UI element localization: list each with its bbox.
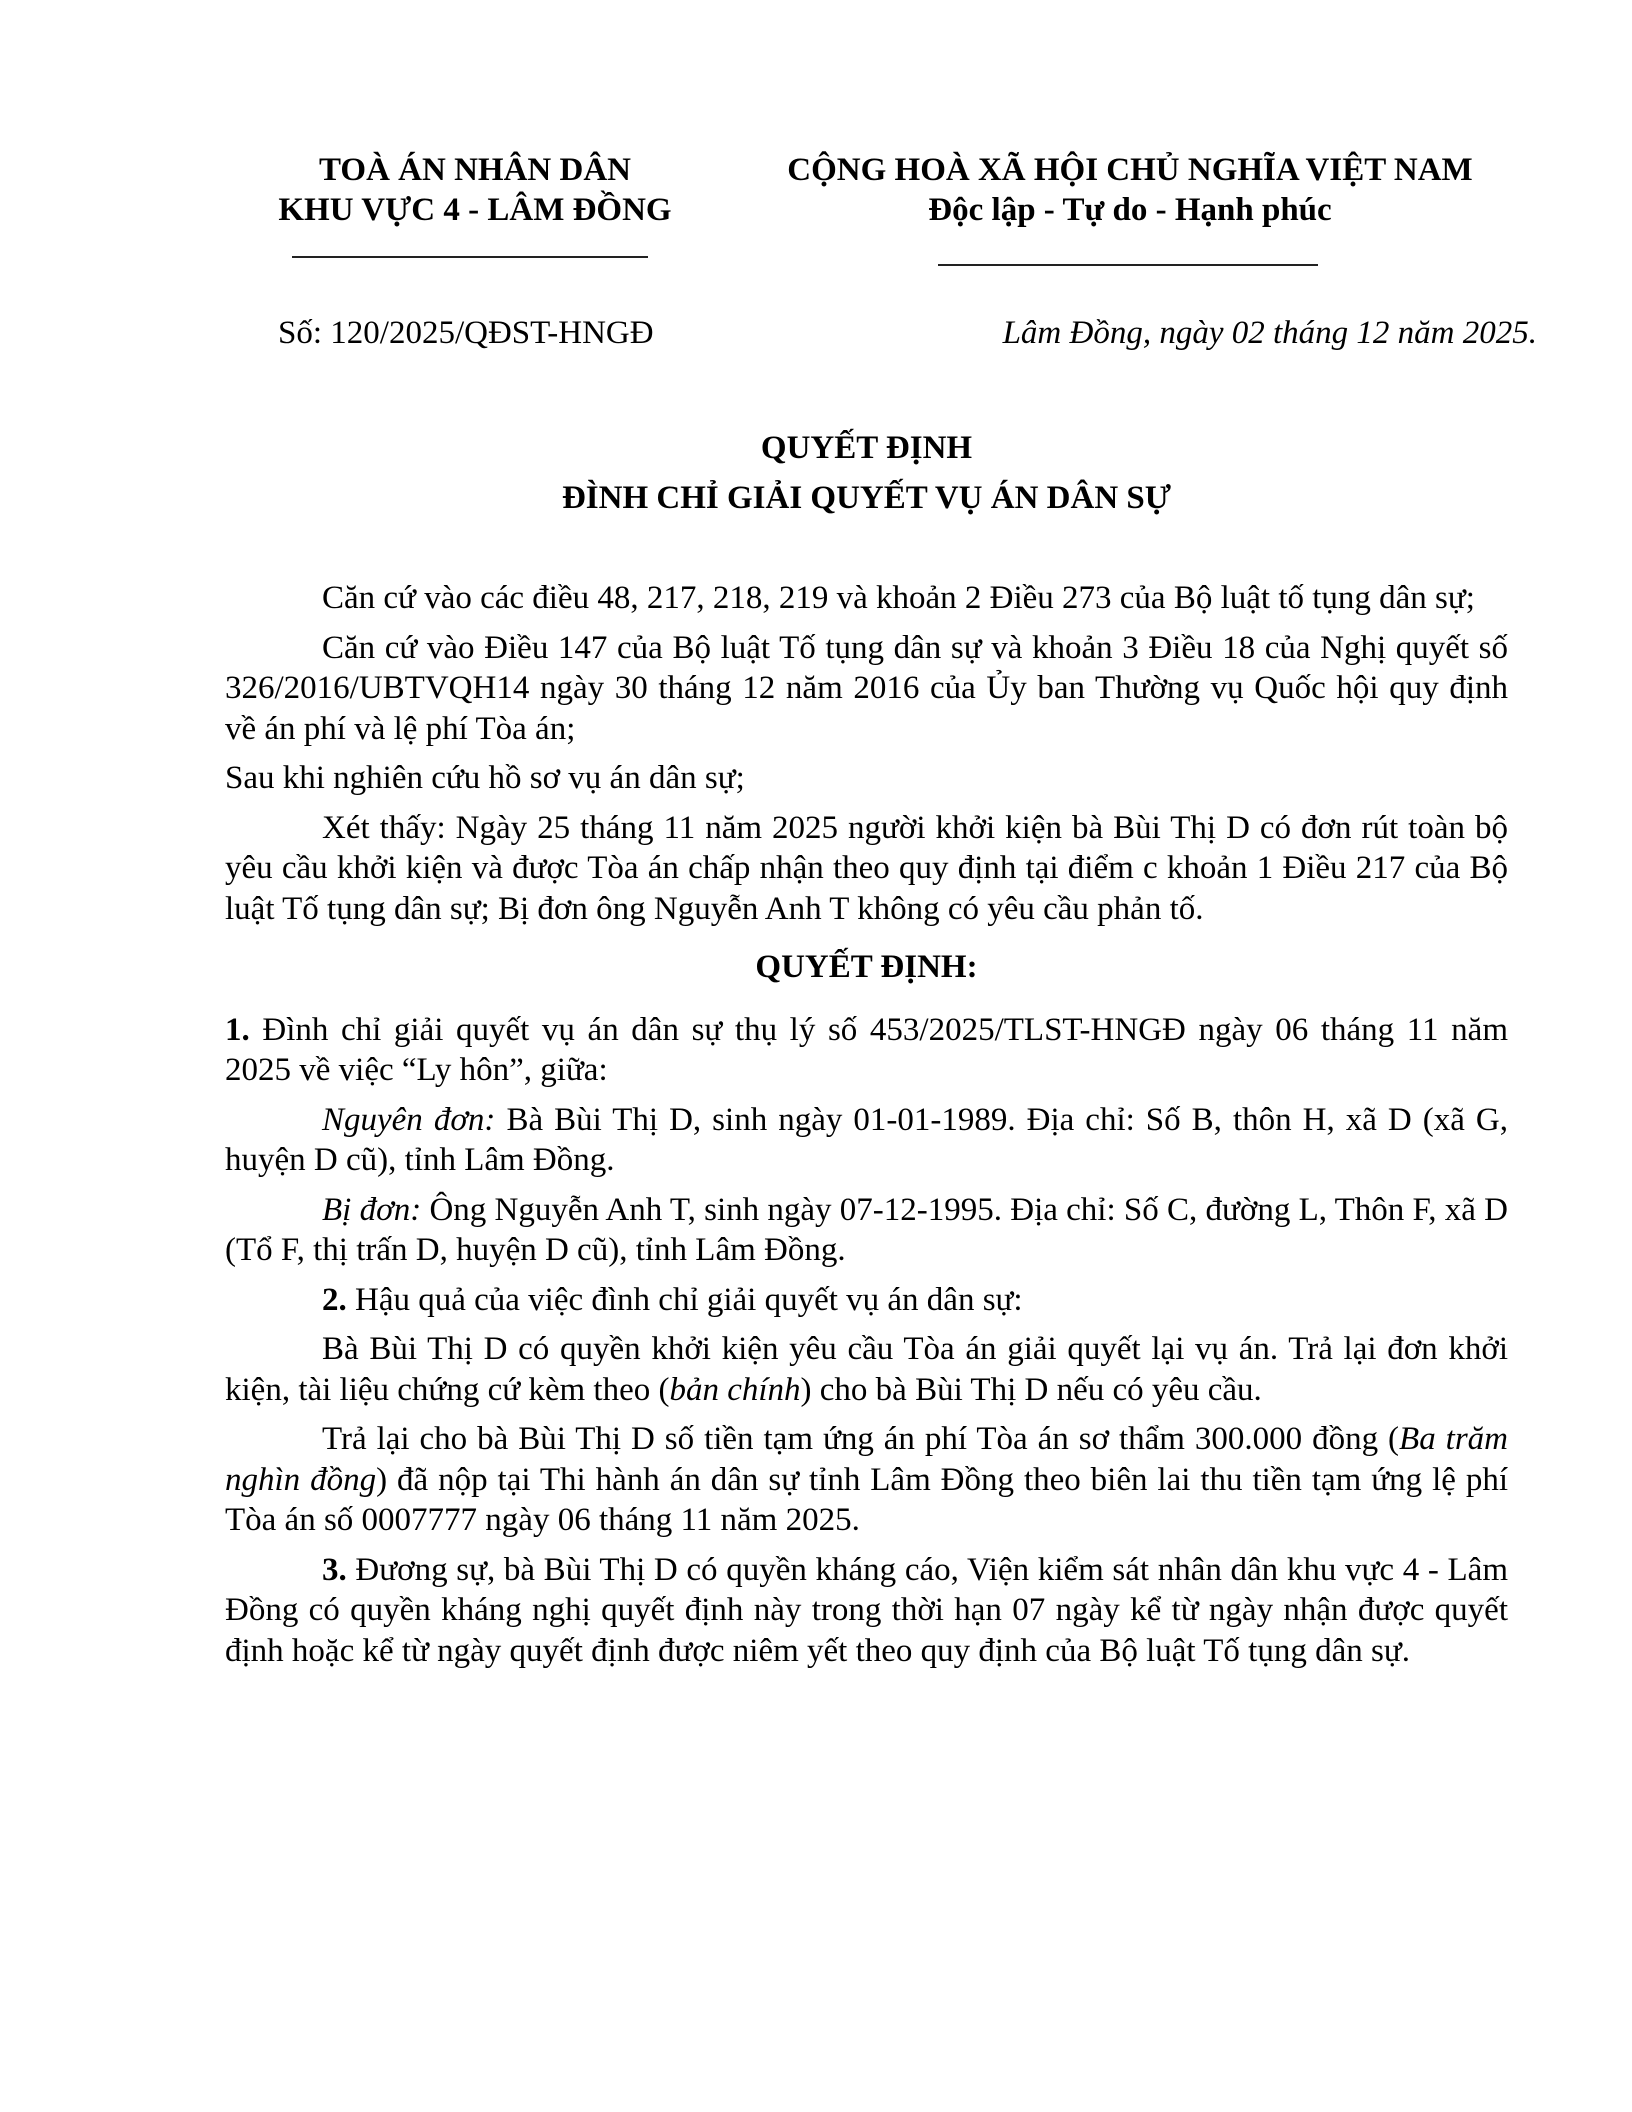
plaintiff-label: Nguyên đơn: — [322, 1101, 496, 1138]
item-number: 2. — [322, 1281, 347, 1318]
place-date: Lâm Đồng, ngày 02 tháng 12 năm 2025. — [1002, 315, 1537, 351]
item-text: Đình chỉ giải quyết vụ án dân sự thụ lý số 453/2025/TLST-HNGĐ ngày 06 tháng 11 năm 2025 về việc “Ly hôn”, giữa: — [225, 1011, 1508, 1088]
plaintiff-paragraph — [225, 1100, 1508, 1181]
decision-heading: QUYẾT ĐỊNH: — [755, 949, 978, 985]
item-text: Đương sự, bà Bùi Thị D có quyền kháng cáo, Viện kiểm sát nhân dân khu vực 4 - Lâm Đồng có quyền kháng nghị quyết định này trong thời hạn 07 ngày kể từ ngày nhận được quyết định hoặc kể từ ngày quyết định được niêm yết theo quy định của Bộ luật Tố tụng dân sự. — [225, 1551, 1508, 1669]
defendant-text: Ông Nguyễn Anh T, sinh ngày 07-12-1995. Địa chỉ: Số C, đường L, Thôn F, xã D (Tổ F, thị trấn D, huyện D cũ), tỉnh Lâm Đồng. — [225, 1191, 1508, 1268]
consequence-paragraph-1 — [225, 1329, 1508, 1410]
item-number: 1. — [225, 1011, 250, 1048]
defendant-label: Bị đơn: — [322, 1191, 422, 1228]
court-name: TOÀ ÁN NHÂN DÂN — [319, 152, 631, 188]
decision-item-1 — [225, 1010, 1508, 1091]
national-motto: Độc lập - Tự do - Hạnh phúc — [928, 192, 1332, 228]
item-text: Hậu quả của việc đình chỉ giải quyết vụ án dân sự: — [346, 1281, 1023, 1318]
consequence-paragraph-2 — [225, 1419, 1508, 1541]
refund-text-end: ) đã nộp tại Thi hành án dân sự tỉnh Lâm Đồng theo biên lai thu tiền tạm ứng lệ phí Tòa án số 0007777 ngày 06 tháng 11 năm 2025. — [225, 1461, 1509, 1538]
finding-paragraph: Xét thấy: Ngày 25 tháng 11 năm 2025 người khởi kiện bà Bùi Thị D có đơn rút toàn bộ yêu cầu khởi kiện và được Tòa án chấp nhận theo quy định tại điểm c khoản 1 Điều 217 của Bộ luật Tố tụng dân sự; Bị đơn ông Nguyễn Anh T không có yêu cầu phản tố. — [225, 809, 1508, 927]
document-subtitle: ĐÌNH CHỈ GIẢI QUYẾT VỤ ÁN DÂN SỰ — [561, 480, 1172, 516]
defendant-paragraph — [225, 1190, 1508, 1271]
plaintiff-text: Bà Bùi Thị D, sinh ngày 01-01-1989. Địa chỉ: Số B, thôn H, xã D (xã G, huyện D cũ), tỉnh Lâm Đồng. — [225, 1101, 1509, 1178]
document-title: QUYẾT ĐỊNH — [760, 430, 973, 466]
national-header — [720, 150, 1540, 230]
consequence-text: Bà Bùi Thị D có quyền khởi kiện yêu cầu Tòa án giải quyết lại vụ án. Trả lại đơn khởi kiện, tài liệu chứng cứ kèm theo ( — [225, 1331, 1508, 1408]
decision-item-2 — [225, 1280, 1508, 1321]
legal-basis-3: Sau khi nghiên cứu hồ sơ vụ án dân sự; — [225, 760, 745, 796]
decision-item-3 — [225, 1550, 1508, 1672]
consequence-text-end: ) cho bà Bùi Thị D nếu có yêu cầu. — [800, 1371, 1262, 1408]
national-title: CỘNG HOÀ XÃ HỘI CHỦ NGHĨA VIỆT NAM — [787, 152, 1473, 188]
national-header-divider — [938, 264, 1318, 266]
legal-basis-1: Căn cứ vào các điều 48, 217, 218, 219 và khoản 2 Điều 273 của Bộ luật tố tụng dân sự; — [322, 580, 1475, 616]
document-body — [225, 578, 1508, 1680]
legal-basis-2: Căn cứ vào Điều 147 của Bộ luật Tố tụng dân sự và khoản 3 Điều 18 của Nghị quyết số 326/2016/UBTVQH14 ngày 30 tháng 12 năm 2016 của Ủy ban Thường vụ Quốc hội quy định về án phí và lệ phí Tòa án; — [225, 629, 1508, 747]
refund-text: Trả lại cho bà Bùi Thị D số tiền tạm ứng án phí Tòa án sơ thẩm 300.000 đồng ( — [322, 1421, 1400, 1457]
document-number: Số: 120/2025/QĐST-HNGĐ — [278, 315, 654, 351]
court-region: KHU VỰC 4 - LÂM ĐỒNG — [278, 192, 672, 228]
court-header-divider — [292, 256, 648, 258]
refund-amount-words: Ba trăm nghìn đồng — [225, 1421, 1508, 1498]
item-number: 3. — [322, 1551, 347, 1588]
court-header — [225, 150, 725, 230]
consequence-italic: bản chính — [669, 1371, 801, 1408]
